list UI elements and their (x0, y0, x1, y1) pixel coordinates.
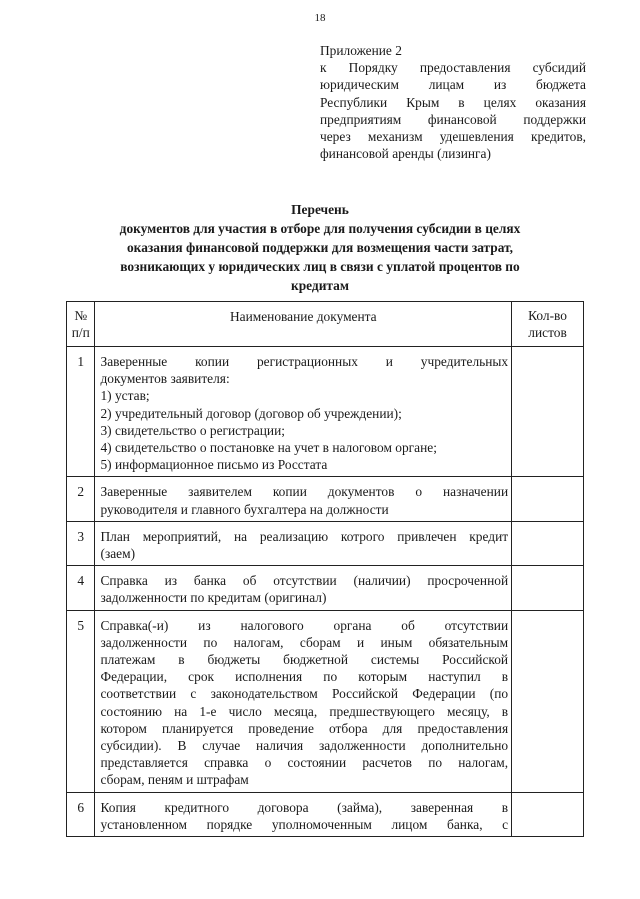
row-document-name (95, 610, 512, 792)
row-document-name (95, 521, 512, 565)
row-line: Копия кредитного договора (займа), заверенная в (100, 799, 509, 815)
table-row (67, 477, 584, 521)
appendix-line: финансовой аренды (лизинга) (320, 146, 491, 162)
appendix-line: к Порядку предоставления субсидий (320, 60, 586, 76)
title-line: оказания финансовой поддержки для возмещения части затрат, (126, 240, 514, 255)
page-number: 18 (314, 12, 326, 24)
appendix-line: через механизм удешевления кредитов, (320, 129, 586, 145)
row-line: (заем) (100, 546, 136, 562)
title-heading: Перечень (291, 202, 349, 217)
header-number-line: № (74, 308, 88, 323)
row-line: представляется справка о состоянии расчетов по налогам, (100, 755, 509, 771)
row-line: Федерации, срок исполнения по которым наступил в (100, 669, 509, 685)
appendix-line: юридическим лицам из бюджета (320, 77, 586, 93)
table-row (67, 792, 584, 836)
title-line: возникающих у юридических лиц в связи с уплатой процентов по (120, 259, 520, 274)
header-count-line: Кол-во (528, 308, 567, 323)
header-document-name: Наименование документа (95, 302, 512, 347)
row-line: задолженности по кредитам (оригинал) (100, 590, 327, 606)
row-line: План мероприятий, на реализацию котрого привлечен кредит (100, 528, 509, 544)
row-line: Справка из банка об отсутствии (наличии) просроченной (100, 573, 509, 589)
row-line: субсидии). В случае наличия задолженности дополнительно (100, 738, 509, 754)
row-line: Заверенные заявителем копии документов о назначении (100, 484, 509, 500)
appendix-line: предприятиям финансовой поддержки (320, 111, 586, 127)
appendix-block (320, 42, 586, 162)
row-line: Заверенные копии регистрационных и учредительных (100, 354, 509, 369)
header-number-line: п/п (71, 325, 90, 341)
table-header-row (67, 302, 584, 347)
row-line: 1) устав; (100, 388, 150, 404)
row-line: документов заявителя: (100, 371, 230, 387)
row-line: котором планируется проведение отбора для предоставления (100, 720, 509, 736)
row-document-name (95, 477, 512, 521)
row-sheet-count (512, 477, 584, 521)
row-sheet-count (512, 792, 584, 836)
row-line: установленном порядке уполномоченным лицом банка, с (100, 816, 509, 832)
row-document-name (95, 347, 512, 477)
appendix-line: Приложение 2 (320, 43, 402, 58)
row-number: 6 (67, 792, 95, 836)
row-sheet-count (512, 521, 584, 565)
row-sheet-count (512, 347, 584, 477)
row-sheet-count (512, 566, 584, 610)
row-sheet-count (512, 610, 584, 792)
table-row (67, 566, 584, 610)
row-document-name (95, 792, 512, 836)
row-line: платежам в бюджеты бюджетной системы Российской (100, 652, 509, 668)
row-number: 1 (67, 347, 95, 477)
row-line: соответствии с законодательством Российской Федерации (по (100, 686, 509, 702)
row-document-name (95, 566, 512, 610)
header-number (67, 302, 95, 347)
appendix-line: Республики Крым в целях оказания (320, 94, 586, 110)
row-line: 3) свидетельство о регистрации; (100, 422, 285, 438)
row-line: 5) информационное письмо из Росстата (100, 457, 328, 473)
row-line: Справка(-и) из налогового органа об отсутствии (100, 617, 509, 633)
row-number: 3 (67, 521, 95, 565)
table-row (67, 347, 584, 477)
row-number: 2 (67, 477, 95, 521)
row-line: состоянию на 1-е число месяца, предшествующего месяцу, в (100, 703, 509, 719)
row-line: задолженности по налогам, сборам и иным обязательным (100, 634, 509, 650)
row-line: сборам, пеням и штрафам (100, 772, 249, 788)
table-row (67, 610, 584, 792)
table-row (67, 521, 584, 565)
row-number: 4 (67, 566, 95, 610)
row-number: 5 (67, 610, 95, 792)
title-line: документов для участия в отборе для получения субсидии в целях (119, 221, 521, 236)
documents-table (66, 301, 584, 837)
document-title (90, 200, 550, 295)
header-sheet-count (512, 302, 584, 347)
row-line: 4) свидетельство о постановке на учет в налоговом органе; (100, 440, 437, 456)
title-line: кредитам (291, 278, 349, 293)
row-line: 2) учредительный договор (договор об учреждении); (100, 405, 402, 421)
row-line: руководителя и главного бухгалтера на должности (100, 501, 389, 517)
header-count-line: листов (528, 325, 567, 341)
